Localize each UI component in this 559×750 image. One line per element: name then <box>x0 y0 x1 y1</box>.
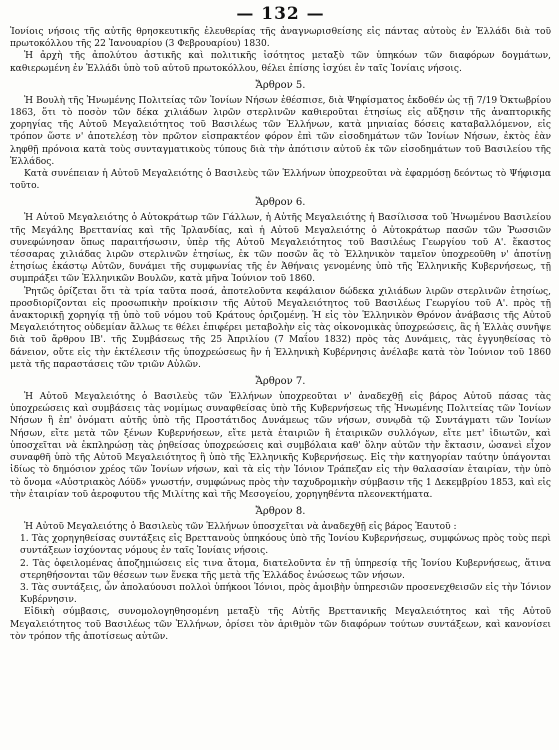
list-item: 2. Τὰς ὀφειλομένας ἀποζημιώσεις εἰς τινα ἄτομα, διατελοῦντα ἐν τῇ ὑπηρεσίᾳ τῆς Ἰονίου Κυβερνήσεως, ἅτινα στερηθήσονται τῶν θέσεων των ἕνεκα τῆς μετὰ τῆς Ἑλλάδος ἑνώσεως τῶν νήσων. <box>20 558 551 581</box>
list-item: 1. Τὰς χορηγηθείσας συντάξεις εἰς Βρεττανοὺς ὑπηκόους ὑπὸ τῆς Ἰονίου Κυβερνήσεως, συμφώνως πρὸς τοὺς περὶ συντάξεων ἰσχύοντας νόμους ἐν ταῖς Ἰονίαις νήσοις. <box>20 534 551 557</box>
paragraph: Ἡ Αὐτοῦ Μεγαλειότης ὁ Βασιλεὺς τῶν Ἑλλήνων ὑποσχεῖται νὰ ἀναδεχθῇ εἰς βάρος Ἑαυτοῦ : <box>24 521 457 532</box>
paragraph: Ἡ ἀρχὴ τῆς ἀπολύτου ἀστικῆς καὶ πολιτικῆς ἰσότητος μεταξὺ τῶν ὑπηκόων τῶν διαφόρων δογμάτων, καθιερωμένη ἐν Ἑλλάδι ὑπὸ τοῦ αὐτοῦ πρωτοκόλλου, θέλει ἐπίσης ἰσχύει ἐν ταῖς Ἰονίαις νήσοις. <box>10 51 551 74</box>
paragraph: Ῥητῶς ὁρίζεται ὅτι τὰ τρία ταῦτα ποσά, ἀποτελοῦντα κεφάλαιον δώδεκα χιλιάδων λιρῶν στερλινῶν ἐτησίως, προσδιορίζονται εἰς προσωπικὴν προίκισιν τῆς Αὐτοῦ Μεγαλειότητος τοῦ Βασιλέως Γεωργίου τοῦ Α'. πρὸς τῇ ἀνακτορικῇ χορηγίᾳ τῇ ὑπὸ τοῦ νόμου τοῦ Κράτους ὁριζομένῃ. Ἡ εἰς τὸν Ἑλληνικὸν Θρόνον ἀνάβασις τῆς Αὐτοῦ Μεγαλειότητος οὐδεμίαν ἄλλως τε θέλει ἐπιφέρει μεταβολὴν εἰς τὰς οἰκονομικὰς ὑποχρεώσεις, ἃς ἡ Ἑλλὰς συνῆψε διὰ τοῦ ἄρθρου ΙΒ'. τῆς Συμβάσεως τῆς 25 Ἀπριλίου (7 Μαΐου 1832) πρὸς τὰς Δυνάμεις, τὰς ἐγγυηθείσας τὸ δάνειον, οὔτε εἰς τὴν ἐκτέλεσιν τῆς ὑποχρεώσεως ἣν ἡ Ἑλληνικὴ Κυβέρνησις ἀνέλαβε κατὰ τὸν Ἰούνιον τοῦ 1860 μετὰ τῆς παραστάσεις τῶν τριῶν Αὐλῶν. <box>10 286 551 370</box>
article-heading: Ἄρθρον 5. <box>255 79 306 91</box>
paragraph: Ἰονίοις νήσοις τῆς αὐτῆς θρησκευτικῆς ἐλευθερίας τῆς ἀναγνωρισθείσης εἰς πάντας αὐτοὺς ἐν Ἑλλάδι διὰ τοῦ πρωτοκόλλου τῆς 22 Ἰανουαρίου (3 Φεβρουαρίου) 1830. <box>10 27 551 50</box>
article-heading: Ἄρθρον 8. <box>255 505 306 517</box>
article-heading: Ἄρθρον 6. <box>255 197 306 209</box>
list-item: 3. Τὰς συντάξεις, ὧν ἀπολαύουσι πολλοὶ ὑπήκοοι Ἰόνιοι, πρὸς ἀμοιβὴν ὑπηρεσιῶν προσενεχθεισῶν εἰς τὴν Ἰόνιον Κυβέρνησιν. <box>20 582 551 606</box>
paragraph: Ἡ Αὐτοῦ Μεγαλειότης ὁ Αὐτοκράτωρ τῶν Γάλλων, ἡ Αὐτῆς Μεγαλειότης ἡ Βασίλισσα τοῦ Ἡνωμένου Βασιλείου τῆς Μεγάλης Βρεττανίας καὶ τῆς Ἰρλανδίας, καὶ ἡ Αὐτοῦ Μεγαλειότης ὁ Αὐτοκράτωρ πασῶν τῶν Ῥωσσιῶν συνεφώνησαν ὅπως παραιτήσωσιν, ὑπὲρ τῆς Αὐτοῦ Μεγαλειότητος τοῦ Βασιλέως Γεωργίου τοῦ Α'. ἕκαστος τέσσαρας χιλιάδας λιρῶν στερλινῶν ἐτησίως, ἐκ τῶν ποσῶν ἅς τὸ Ἑλληνικὸν ταμεῖον ὑποχρεοῦθη ν' ἀποτίνῃ ἐτησίως ἑκάστῳ Αὐτῶν, δυνάμει τῆς συμφωνίας τῆς ἐν Ἀθήναις γενομένης ὑπὸ τῆς Ἑλληνικῆς Κυβερνήσεως, τῇ συμπράξει τῶν Ἑλληνικῶν Βουλῶν, κατὰ μῆνα Ἰούνιον τοῦ 1860. <box>10 213 551 285</box>
paragraph: Κατὰ συνέπειαν ἡ Αὐτοῦ Μεγαλειότης ὁ Βασιλεὺς τῶν Ἑλλήνων ὑποχρεοῦται νὰ ἐφαρμόσῃ δεόντως τὸ Ψήφισμα τοῦτο. <box>10 169 551 192</box>
page-number-header: — 132 — <box>236 4 325 24</box>
paragraph: Εἰδικὴ σύμβασις, συνομολογηθησομένη μεταξὺ τῆς Αὐτῆς Βρεττανικῆς Μεγαλειότητος καὶ τῆς Αὐτοῦ Μεγαλειότητος τοῦ Βασιλέως τῶν Ἑλλήνων, ὁρίσει τὸν ἀριθμὸν τῶν διαφόρων τούτων συντάξεων, καὶ κανονίσει τὸν τρόπον τῆς ἀποτίσεως αὐτῶν. <box>10 607 551 642</box>
document-body <box>10 26 551 643</box>
article-heading: Ἄρθρον 7. <box>255 376 306 388</box>
paragraph: Ἡ Αὐτοῦ Μεγαλειότης ὁ Βασιλεὺς τῶν Ἑλλήνων ὑποχρεοῦται ν' ἀναδεχθῇ εἰς βάρος Αὐτοῦ πάσας τὰς ὑποχρεώσεις καὶ συμβάσεις τὰς νομίμως συναφθείσας ὑπὸ τῆς Κυβερνήσεως τῆς Ἡνωμένης Πολιτείας τῶν Ἰονίων Νήσων ἢ ἐπ' ὀνόματι αὐτῆς ὑπὸ τῆς Προστάτιδος Δυνάμεως τῶν νήσων, συνῳδὰ τῷ Συντάγματι τῶν Ἰονίων Νήσων, εἴτε μετὰ τῶν ξένων Κυβερνήσεων, εἴτε μετὰ ἑταιριῶν ἢ ἑταιρικῶν συλλόγων, εἴτε μετ' ἰδιωτῶν, καὶ ὑποσχεῖται νὰ ἐκπληρώσῃ τὰς ῥηθείσας ὑποχρεώσεις καὶ συμβόλαια καθ' ὅλην αὐτῶν τὴν ἔκτασιν, ὡσανεὶ εἶχον συναφθῆ ὑπὸ τῆς Αὐτοῦ Μεγαλειότητος ἢ ὑπὸ τῆς Ἑλληνικῆς Κυβερνήσεως. Εἰς τὴν κατηγορίαν ταύτην ὑπάγονται ἰδίως τὸ δημόσιον χρέος τῶν Ἰονίων νήσων, καὶ τὰ εἰς τὴν Ἰόνιον Τράπεζαν εἰς τὴν θαλασσίαν ἑταιρίαν, τὴν ὑπὸ τὸ ὄνομα «Αὐστριακὸς Λόϋδ» γνωστήν, συμφώνως πρὸς τὴν ταχυδρομικὴν σύμβασιν τῆς 1 Δεκεμβρίου 1853, καὶ εἰς τὴν ἑταιρίαν τοῦ ἀεροφυτου τῆς Μιλίτης καὶ τῆς Μεσογείου, χορηγηθέντα πλεονεκτήματα. <box>10 392 551 500</box>
paragraph: Ἡ Βουλὴ τῆς Ἡνωμένης Πολιτείας τῶν Ἰονίων Νήσων ἐθέσπισε, διὰ Ψηφίσματος ἐκδοθέν ὡς τῇ 7/19 Ὀκτωβρίου 1863, ὅτι τὸ ποσὸν τῶν δέκα χιλιάδων λιρῶν στερλινῶν καθιεροῦται ἐτησίως εἰς αὔξησιν τῆς ἀναπτορικῆς χορηγίας τῆς Αὐτοῦ Μεγαλειότητος τοῦ Βασιλέως τῶν Ἑλλήνων, κατὰ μηνιαίας δόσεις καταβαλλόμενον, εἰς τρόπον ὥστε ν' ἀποτελέσῃ τὸν πρῶτον εἰσπρακτέον φόρον ἐπὶ τῶν εἰσοδημάτων τῶν Ἰονίων Νήσων, ἐκτὸς ἐὰν ληφθῇ πρόνοια κατὰ τοὺς συνταγματικοὺς τύπους διὰ τὴν ἀπότισιν αὐτοῦ ἐκ τῶν εἰσοδημάτων τοῦ Βασιλείου τῆς Ἑλλάδος. <box>10 95 551 167</box>
